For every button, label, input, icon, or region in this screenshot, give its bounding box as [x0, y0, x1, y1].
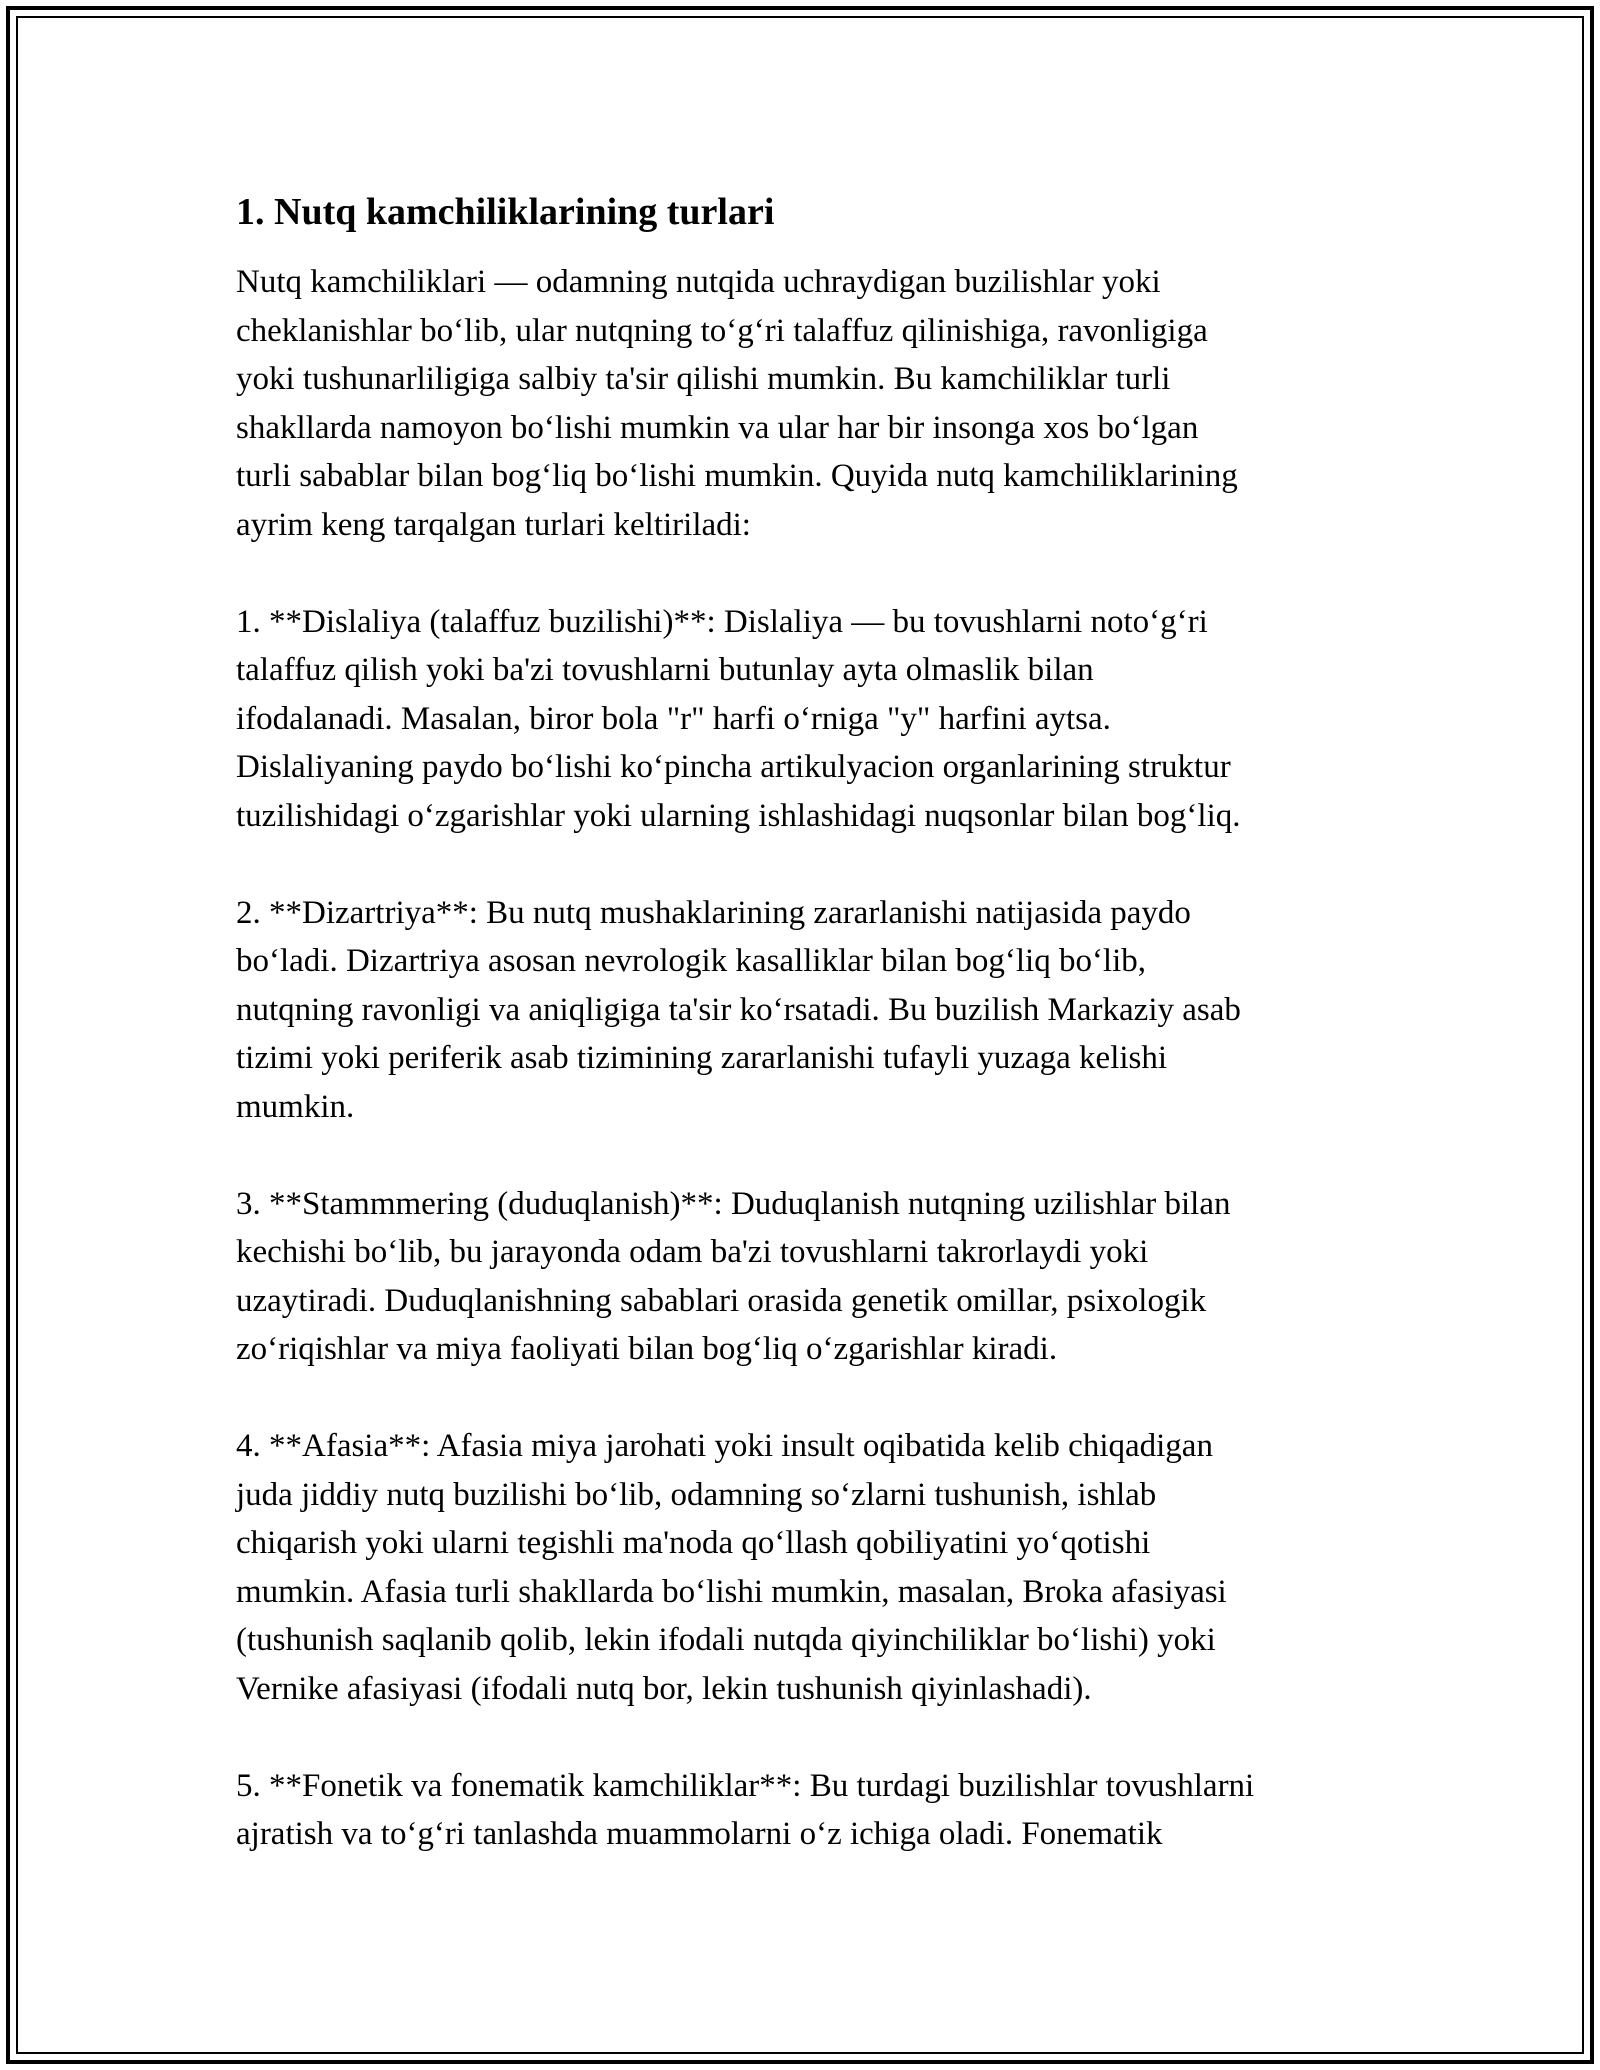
paragraph-fonetik: 5. **Fonetik va fonematik kamchiliklar**: Bu turdagi buzilishlar tovushlarni ajratish va to‘g‘ri tanlashda muammolarni o‘z ichiga oladi. Fonematik: [236, 1767, 1255, 1852]
document-body: [236, 188, 1386, 1907]
page-title: 1. Nutq kamchiliklarining turlari: [236, 191, 775, 233]
intro-paragraph: Nutq kamchiliklari — odamning nutqida uchraydigan buzilishlar yoki cheklanishlar bo‘lib, ular nutqning to‘g‘ri talaffuz qilinishiga, ravonligiga yoki tushunarliligiga salbiy ta'sir qilishi mumkin. Bu kamchiliklar turli shakllarda namoyon bo‘lishi mumkin va ular har bir insonga xos bo‘lgan turli sabablar bilan bog‘liq bo‘lishi mumkin. Quyida nutq kamchiliklarining ayrim keng tarqalgan turlari keltiriladi:: [236, 264, 1238, 543]
paragraph-dislaliya: 1. **Dislaliya (talaffuz buzilishi)**: Dislaliya — bu tovushlarni noto‘g‘ri talaffuz qilish yoki ba'zi tovushlarni butunlay ayta olmaslik bilan ifodalanadi. Masalan, biror bola "r" harfi o‘rniga "y" harfini aytsa. Dislaliyaning paydo bo‘lishi ko‘pincha artikulyacion organlarining struktur tuzilishidagi o‘zgarishlar yoki ularning ishlashidagi nuqsonlar bilan bog‘liq.: [236, 603, 1241, 834]
paragraph-afasia: 4. **Afasia**: Afasia miya jarohati yoki insult oqibatida kelib chiqadigan juda jiddiy nutq buzilishi bo‘lib, odamning so‘zlarni tushunish, ishlab chiqarish yoki ularni tegishli ma'noda qo‘llash qobiliyatini yo‘qotishi mumkin. Afasia turli shakllarda bo‘lishi mumkin, masalan, Broka afasiyasi (tushunish saqlanib qolib, lekin ifodali nutqda qiyinchiliklar bo‘lishi) yoki Vernike afasiyasi (ifodali nutq bor, lekin tushunish qiyinlashadi).: [236, 1428, 1227, 1707]
paragraph-dizartriya: 2. **Dizartriya**: Bu nutq mushaklarining zararlanishi natijasida paydo bo‘ladi. Dizartriya asosan nevrologik kasalliklar bilan bog‘liq bo‘lib, nutqning ravonligi va aniqligiga ta'sir ko‘rsatadi. Bu buzilish Markaziy asab tizimi yoki periferik asab tizimining zararlanishi tufayli yuzaga kelishi mumkin.: [236, 894, 1241, 1125]
paragraph-stammering: 3. **Stammmering (duduqlanish)**: Duduqlanish nutqning uzilishlar bilan kechishi bo‘lib, bu jarayonda odam ba'zi tovushlarni takrorlaydi yoki uzaytiradi. Duduqlanishning sabablari orasida genetik omillar, psixologik zo‘riqishlar va miya faoliyati bilan bog‘liq o‘zgarishlar kiradi.: [236, 1185, 1231, 1367]
